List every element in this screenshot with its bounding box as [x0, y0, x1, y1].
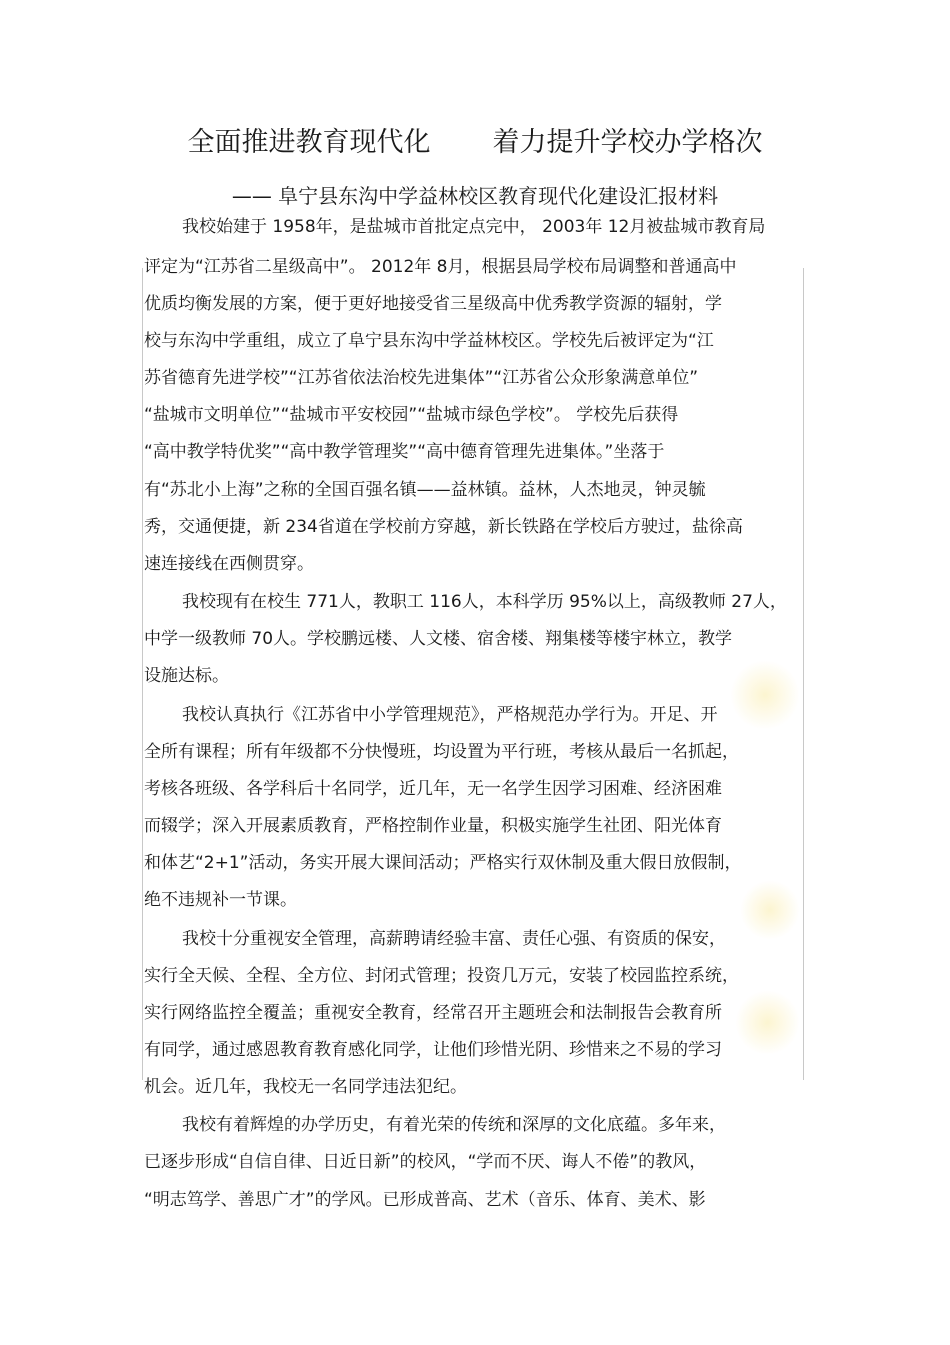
paragraph-line: 考核各班级、各学科后十名同学，近几年，无一名学生因学习困难、经济困难	[144, 779, 722, 799]
watermark-glow	[730, 660, 800, 730]
frame-right-border	[803, 268, 804, 1080]
watermark-glow	[740, 880, 800, 940]
paragraph-line: “明志笃学、善思广才”的学风。已形成普高、艺术（音乐、体育、美术、影	[144, 1190, 706, 1210]
document-title	[0, 120, 950, 159]
frame-left-border	[142, 268, 143, 1080]
paragraph-line: 优质均衡发展的方案，便于更好地接受省三星级高中优秀教学资源的辐射，学	[144, 294, 722, 314]
paragraph-line: 全所有课程；所有年级都不分快慢班，均设置为平行班，考核从最后一名抓起，	[144, 742, 739, 762]
paragraph-line: 机会。近几年，我校无一名同学违法犯纪。	[144, 1077, 467, 1097]
paragraph-line: 设施达标。	[144, 666, 229, 686]
paragraph-line: 实行网络监控全覆盖；重视安全教育，经常召开主题班会和法制报告会教育所	[144, 1003, 722, 1023]
paragraph-line: 我校十分重视安全管理，高薪聘请经验丰富、责任心强、有资质的保安，	[182, 929, 726, 949]
paragraph-line: 绝不违规补一节课。	[144, 890, 297, 910]
paragraph-line: 我校现有在校生 771人，教职工 116人，本科学历 95%以上，高级教师 27人，	[182, 592, 787, 612]
paragraph-line: 和体艺“2+1”活动，务实开展大课间活动；严格实行双休制及重大假日放假制，	[144, 853, 742, 873]
title-part-right: 着力提升学校办学格次	[492, 127, 763, 158]
paragraph-line: 我校始建于 1958年，是盐城市首批定点完中， 2003年 12月被盐城市教育局	[182, 217, 766, 237]
paragraph-line: 有同学，通过感恩教育教育感化同学，让他们珍惜光阴、珍惜来之不易的学习	[144, 1040, 722, 1060]
paragraph-line: 秀，交通便捷，新 234省道在学校前方穿越，新长铁路在学校后方驶过，盐徐高	[144, 517, 743, 537]
paragraph-line: 而辍学；深入开展素质教育，严格控制作业量，积极实施学生社团、阳光体育	[144, 816, 722, 836]
paragraph-line: 苏省德育先进学校”“江苏省依法治校先进集体”“江苏省公众形象满意单位”	[144, 368, 699, 388]
paragraph-line: 评定为“江苏省二星级高中”。 2012年 8月，根据县局学校布局调整和普通高中	[144, 257, 737, 277]
paragraph-line: 实行全天候、全程、全方位、封闭式管理；投资几万元，安装了校园监控系统，	[144, 966, 739, 986]
paragraph-line: 有“苏北小上海”之称的全国百强名镇——益林镇。益林，人杰地灵，钟灵毓	[144, 480, 706, 500]
paragraph-line: 速连接线在西侧贯穿。	[144, 554, 314, 574]
paragraph-line: “盐城市文明单位”“盐城市平安校园”“盐城市绿色学校”。 学校先后获得	[144, 405, 679, 425]
paragraph-line: 我校认真执行《江苏省中小学管理规范》，严格规范办学行为。开足、开	[182, 705, 718, 725]
title-part-left: 全面推进教育现代化	[187, 127, 431, 158]
document-subtitle: —— 阜宁县东沟中学益林校区教育现代化建设汇报材料	[231, 184, 719, 208]
paragraph-line: 校与东沟中学重组，成立了阜宁县东沟中学益林校区。学校先后被评定为“江	[144, 331, 714, 351]
paragraph-line: 中学一级教师 70人。学校鹏远楼、人文楼、宿舍楼、翔集楼等楼宇林立，教学	[144, 629, 733, 649]
paragraph-line: 已逐步形成“自信自律、日近日新”的校风，“学而不厌、诲人不倦”的教风，	[144, 1152, 707, 1172]
watermark-glow	[735, 990, 800, 1055]
paragraph-line: “高中教学特优奖”“高中教学管理奖”“高中德育管理先进集体。”坐落于	[144, 442, 665, 462]
paragraph-line: 我校有着辉煌的办学历史，有着光荣的传统和深厚的文化底蕴。多年来，	[182, 1115, 726, 1135]
